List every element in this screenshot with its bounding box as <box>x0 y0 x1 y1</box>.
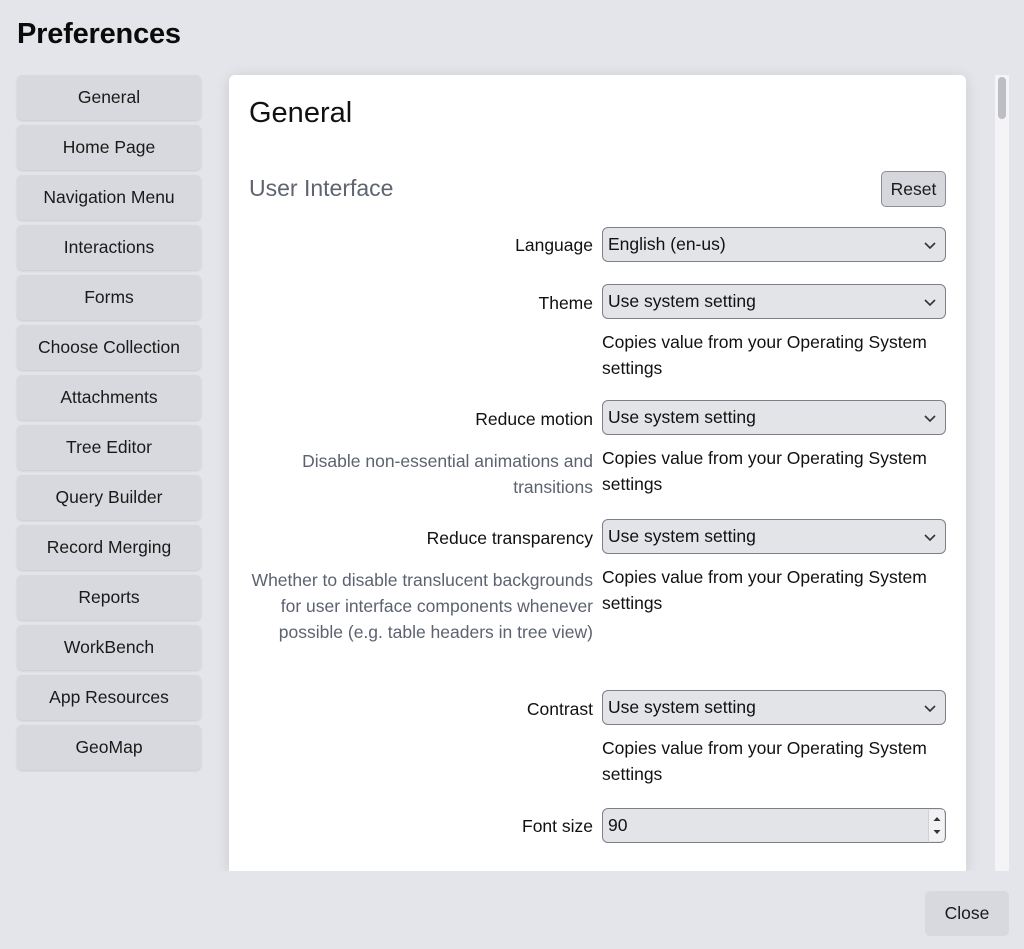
font-size-value: 90 <box>608 815 628 835</box>
scrollbar[interactable] <box>995 75 1009 871</box>
chevron-down-icon <box>923 411 937 425</box>
font-size-label: Font size <box>522 816 593 836</box>
sidebar-item-forms[interactable]: Forms <box>17 275 201 320</box>
sidebar-item-interactions[interactable]: Interactions <box>17 225 201 270</box>
sidebar-item-workbench[interactable]: WorkBench <box>17 625 201 670</box>
contrast-select[interactable] <box>602 690 946 725</box>
sidebar-item-query-builder[interactable]: Query Builder <box>17 475 201 520</box>
theme-label: Theme <box>538 293 593 313</box>
theme-select-value: Use system setting <box>608 291 756 311</box>
scrollbar-thumb[interactable] <box>998 77 1006 119</box>
sidebar-item-navigation-menu[interactable]: Navigation Menu <box>17 175 201 220</box>
chevron-down-icon <box>923 295 937 309</box>
sidebar-item-geomap[interactable]: GeoMap <box>17 725 201 770</box>
font-size-input[interactable] <box>602 808 946 843</box>
sidebar-item-choose-collection[interactable]: Choose Collection <box>17 325 201 370</box>
reduce-transparency-select-value: Use system setting <box>608 526 756 546</box>
close-button[interactable]: Close <box>925 891 1009 936</box>
reduce-transparency-select[interactable] <box>602 519 946 554</box>
chevron-down-icon <box>923 701 937 715</box>
sidebar <box>17 75 201 775</box>
language-select-value: English (en-us) <box>608 234 726 254</box>
sidebar-item-home-page[interactable]: Home Page <box>17 125 201 170</box>
reduce-motion-select-value: Use system setting <box>608 407 756 427</box>
reduce-transparency-label: Reduce transparency <box>426 528 593 548</box>
chevron-down-icon <box>923 530 937 544</box>
contrast-description: Copies value from your Operating System settings <box>602 738 927 784</box>
theme-description: Copies value from your Operating System settings <box>602 332 927 378</box>
reduce-motion-label: Reduce motion <box>475 409 593 429</box>
reduce-transparency-help: Whether to disable translucent backgrounds for user interface components whenever possible (e.g. table headers in tree view) <box>251 570 593 642</box>
panel-title: General <box>249 97 353 129</box>
reduce-motion-select[interactable] <box>602 400 946 435</box>
spinner-arrows-icon[interactable] <box>928 810 944 841</box>
sidebar-item-reports[interactable]: Reports <box>17 575 201 620</box>
page-title: Preferences <box>17 18 181 50</box>
reset-button[interactable]: Reset <box>881 171 946 207</box>
language-label: Language <box>515 235 593 255</box>
theme-select[interactable] <box>602 284 946 319</box>
reduce-motion-description: Copies value from your Operating System settings <box>602 448 927 494</box>
preferences-panel <box>229 75 966 871</box>
sidebar-item-app-resources[interactable]: App Resources <box>17 675 201 720</box>
reduce-motion-help: Disable non-essential animations and transitions <box>302 451 593 497</box>
contrast-label: Contrast <box>526 699 593 719</box>
language-select[interactable] <box>602 227 946 262</box>
footer <box>0 871 1024 949</box>
reduce-transparency-description: Copies value from your Operating System settings <box>602 567 927 613</box>
sidebar-item-tree-editor[interactable]: Tree Editor <box>17 425 201 470</box>
chevron-down-icon <box>923 238 937 252</box>
sidebar-item-record-merging[interactable]: Record Merging <box>17 525 201 570</box>
sidebar-item-general[interactable]: General <box>17 75 201 120</box>
section-title: User Interface <box>249 175 394 201</box>
sidebar-item-attachments[interactable]: Attachments <box>17 375 201 420</box>
contrast-select-value: Use system setting <box>608 697 756 717</box>
